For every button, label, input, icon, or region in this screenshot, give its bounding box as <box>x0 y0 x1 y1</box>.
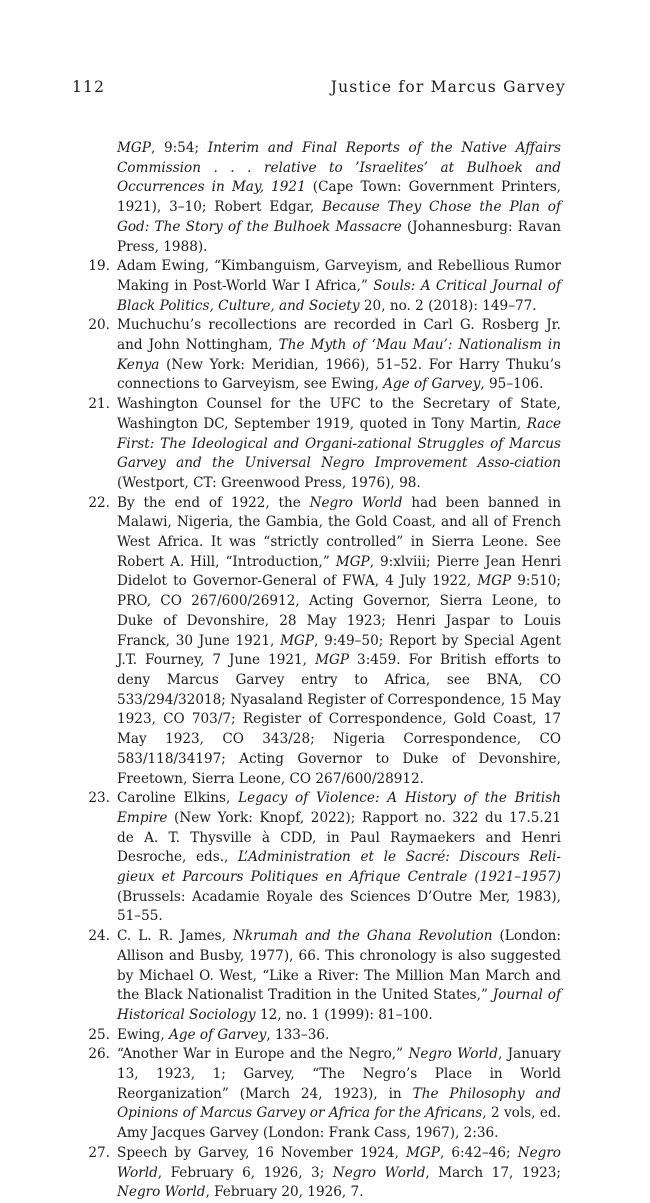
endnote <box>88 395 561 494</box>
italic-title-text: Age of Garvey <box>169 1026 267 1043</box>
running-title: Justice for Marcus Garvey <box>330 78 566 96</box>
running-head <box>72 78 566 100</box>
italic-title-text: Journal of Historical Sociology <box>117 987 561 1023</box>
italic-title-text: Race First: The Ideological and Organi-zational Struggles of Marcus Garvey and the Universal Negro Improvement Asso-ciation <box>117 415 561 472</box>
italic-title-text: The Myth of ‘Mau Mau’: Nationalism in Kenya <box>117 337 561 373</box>
italic-title-text: Negro World <box>408 1046 498 1063</box>
note-text: , January 13, 1923, 1; Garvey, “The Negro’s Place in World Reorganization” (March 24, 1923), in <box>117 1046 561 1102</box>
italic-title-text: Because They Chose the Plan of God: The Story of the Bulhoek Massacre <box>117 199 562 235</box>
italic-title-text: MGP <box>117 140 151 156</box>
italic-title-text: MGP <box>280 632 315 649</box>
note-text: , February 6, 1926, 3; <box>157 1164 333 1181</box>
endnotes-list <box>88 139 562 1203</box>
italic-title-text: MGP <box>315 652 349 669</box>
note-text: (Johannesburg: Ravan Press, 1988). <box>117 218 561 255</box>
italic-title-text: Souls: A Critical Journal of Black Politics, Culture, and Society <box>117 277 561 314</box>
note-text: had been banned in Malawi, Nigeria, the Gambia, the Gold Coast, and all of French West Africa. It was “strictly controlled” in Sierra Leone. See Robert A. Hill, “Introduction,” <box>117 494 561 570</box>
note-text: , 95–106. <box>480 376 544 393</box>
note-text: 20, no. 2 (2018): 149–77. <box>359 297 537 314</box>
note-text: C. L. R. James, <box>117 928 233 945</box>
note-text: , 9:xlviii; Pierre Jean Henri Didelot to Governor-General of FWA, 4 July 1922, <box>117 553 561 590</box>
note-text: (New York: Knopf, 2022); Rapport no. 322 du 17.5.21 de A. T. Thysville à CDD, in Paul Raymaekers and Henri Desroche, eds., <box>117 809 561 866</box>
italic-title-text: MGP <box>335 553 370 570</box>
endnote <box>88 1045 561 1144</box>
endnote-number: 19. <box>88 258 110 275</box>
note-text: , March 17, 1923; <box>425 1164 561 1181</box>
note-text: , February 20, 1926, 7. <box>205 1184 364 1201</box>
endnote-number: 21. <box>88 396 110 413</box>
italic-title-text: The Philosophy and Opinions of Marcus Garvey or Africa for the Africans <box>117 1085 561 1122</box>
endnote <box>88 927 561 1026</box>
italic-title-text: Negro World <box>309 494 403 511</box>
note-text: 3:459. For British efforts to deny Marcus Garvey entry to Africa, see BNA, CO 533/294/32018; Nyasaland Register of Correspondence, 15 May 1923, CO 703/7; Register of Correspondence, Gold Coast, 17 May 1923, CO 343/28; Nigeria Correspondence, CO 583/118/34197; Acting Governor to Duke of Devonshire, Freetown, Sierra Leone, CO 267/600/28912. <box>117 652 561 787</box>
note-text: Adam Ewing, “Kimbanguism, Garveyism, and Rebellious Rumor Making in Post-World War I Africa,” <box>117 258 561 294</box>
page-number: 112 <box>72 78 106 96</box>
note-text: Ewing, <box>117 1026 170 1043</box>
italic-title-text: MGP <box>477 573 512 590</box>
note-text: 9:510; PRO, CO 267/600/26912, Acting Governor, Sierra Leone, to Duke of Devonshire, 28 May 1923; Henri Jaspar to Louis Franck, 30 June 1921, <box>117 573 562 649</box>
note-text: By the end of 1922, the <box>117 494 310 511</box>
italic-title-text: Negro World <box>117 1144 561 1181</box>
note-text: , 9:54; <box>150 140 208 156</box>
endnote-number: 20. <box>88 317 110 334</box>
italic-title-text: Legacy of Violence: A History of the British Empire <box>117 790 562 826</box>
note-text: (Brussels: Acadamie Royale des Sciences D’Outre Mer, 1983), 51–55. <box>117 888 561 925</box>
italic-title-text: L’Administration et le Sacré: Discours Reli-gieux et Parcours Politiques en Afrique Centrale (1921–1957) <box>117 849 562 886</box>
endnote-number: 26. <box>88 1046 110 1063</box>
note-text: (Cape Town: Government Printers, 1921), 3–10; Robert Edgar, <box>117 179 561 216</box>
note-text: “Another War in Europe and the Negro,” <box>117 1046 409 1063</box>
endnote <box>88 789 562 927</box>
endnote-number: 24. <box>88 928 110 945</box>
endnote-number: 27. <box>88 1144 110 1161</box>
italic-title-text: Negro World <box>332 1164 426 1181</box>
endnote <box>88 1144 561 1203</box>
italic-title-text: Age of Garvey <box>383 376 481 393</box>
note-text: Washington Counsel for the UFC to the Secretary of State, Washington DC, September 1919, quoted in Tony Martin, <box>117 396 561 432</box>
italic-title-text: Interim and Final Reports of the Native Affairs Commission . . . relative to ’Israelites’ at Bulhoek and Occurrences in May, 1921 <box>117 140 561 196</box>
note-text: , 133–36. <box>266 1026 330 1043</box>
endnote <box>88 257 561 316</box>
note-text: , 9:49–50; Report by Special Agent J.T. Fourney, 7 June 1921, <box>117 632 561 669</box>
endnote-continuation <box>117 139 561 257</box>
endnote-number: 22. <box>88 494 110 511</box>
note-text: (New York: Meridian, 1966), 51–52. For Harry Thuku’s connections to Garveyism, see Ewing, <box>117 356 561 393</box>
note-text: , 2 vols, ed. Amy Jacques Garvey (London: Frank Cass, 1967), 2:36. <box>117 1105 561 1142</box>
endnote-number: 23. <box>88 790 110 807</box>
endnote <box>88 1026 561 1046</box>
italic-title-text: MGP <box>406 1144 440 1161</box>
italic-title-text: Nkrumah and the Ghana Revolution <box>232 928 493 945</box>
note-text: Caroline Elkins, <box>117 790 239 807</box>
note-text: , 6:42–46; <box>439 1144 518 1161</box>
endnote-number: 25. <box>88 1026 110 1043</box>
endnote <box>88 316 561 395</box>
italic-title-text: Negro World <box>117 1184 206 1201</box>
note-text: (Westport, CT: Greenwood Press, 1976), 98. <box>117 474 421 491</box>
endnote <box>88 494 562 790</box>
note-text: Muchuchu’s recollections are recorded in Carl G. Rosberg Jr. and John Nottingham, <box>117 317 561 354</box>
note-text: (London: Allison and Busby, 1977), 66. This chronology is also suggested by Michael O. West, “Like a River: The Million Man March and the Black Nationalist Tradition in the United States,” <box>117 928 561 1004</box>
note-text: Speech by Garvey, 16 November 1924, <box>117 1144 406 1161</box>
note-text: 12, no. 1 (1999): 81–100. <box>255 1006 433 1023</box>
